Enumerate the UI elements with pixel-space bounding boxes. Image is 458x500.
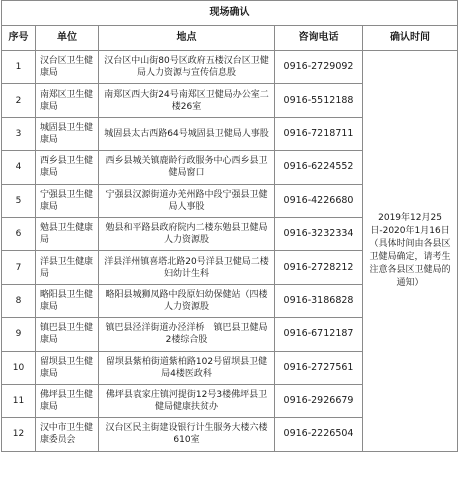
- header-phone: 咨询电话: [275, 26, 363, 51]
- row-no: 6: [2, 217, 36, 250]
- row-location: 勉县和平路县政府院内二楼东勉县卫健局人力资源股: [99, 217, 275, 250]
- row-unit: 西乡县卫生健康局: [36, 151, 99, 184]
- row-unit: 城固县卫生健康局: [36, 117, 99, 150]
- row-unit: 略阳县卫生健康局: [36, 284, 99, 317]
- row-location: 镇巴县泾洋街道办泾洋桥 镇巴县卫健局2楼综合股: [99, 318, 275, 351]
- row-location: 南郑区西大街24号南郑区卫健局办公室二楼26室: [99, 84, 275, 117]
- row-unit: 镇巴县卫生健康局: [36, 318, 99, 351]
- row-location: 留坝县紫柏街道紫柏路102号留坝县卫健局4楼医政科: [99, 351, 275, 384]
- row-location: 汉台区民主街建设银行计生服务大楼六楼610室: [99, 418, 275, 451]
- row-unit: 佛坪县卫生健康局: [36, 384, 99, 417]
- confirmation-table-container: [1, 0, 457, 452]
- row-location: 佛坪县袁家庄镇河提街12号3楼佛坪县卫健局健康扶贫办: [99, 384, 275, 417]
- row-unit: 汉中市卫生健康委员会: [36, 418, 99, 451]
- row-unit: 勉县卫生健康局: [36, 217, 99, 250]
- row-phone: 0916-4226680: [275, 184, 363, 217]
- row-unit: 留坝县卫生健康局: [36, 351, 99, 384]
- row-unit: 南郑区卫生健康局: [36, 84, 99, 117]
- row-no: 4: [2, 151, 36, 184]
- header-unit: 单位: [36, 26, 99, 51]
- table-title: 现场确认: [2, 1, 458, 26]
- confirmation-table: [1, 0, 458, 452]
- row-no: 12: [2, 418, 36, 451]
- confirm-time-cell: 2019年12月25日-2020年1月16日（具体时间由各县区卫健局确定，请考生注意各县区卫健局的通知）: [363, 51, 458, 452]
- row-phone: 0916-5512188: [275, 84, 363, 117]
- row-no: 10: [2, 351, 36, 384]
- header-location: 地点: [99, 26, 275, 51]
- row-location: 汉台区中山街80号区政府五楼汉台区卫健局人力资源与宣传信息股: [99, 51, 275, 84]
- row-no: 11: [2, 384, 36, 417]
- row-phone: 0916-2727561: [275, 351, 363, 384]
- row-phone: 0916-2729092: [275, 51, 363, 84]
- row-no: 3: [2, 117, 36, 150]
- row-no: 8: [2, 284, 36, 317]
- row-phone: 0916-3232334: [275, 217, 363, 250]
- row-phone: 0916-2226504: [275, 418, 363, 451]
- row-phone: 0916-6712187: [275, 318, 363, 351]
- row-phone: 0916-7218711: [275, 117, 363, 150]
- row-phone: 0916-6224552: [275, 151, 363, 184]
- row-location: 洋县洋州镇喜塔北路20号洋县卫健局二楼妇幼计生科: [99, 251, 275, 284]
- row-no: 9: [2, 318, 36, 351]
- row-unit: 洋县卫生健康局: [36, 251, 99, 284]
- row-location: 略阳县城狮凤路中段原妇幼保健站（四楼人力资源股: [99, 284, 275, 317]
- row-phone: 0916-2926679: [275, 384, 363, 417]
- row-no: 7: [2, 251, 36, 284]
- row-phone: 0916-3186828: [275, 284, 363, 317]
- header-time: 确认时间: [363, 26, 458, 51]
- row-no: 1: [2, 51, 36, 84]
- row-location: 宁强县汉源街道办羌州路中段宁强县卫健局人事股: [99, 184, 275, 217]
- row-no: 2: [2, 84, 36, 117]
- row-unit: 汉台区卫生健康局: [36, 51, 99, 84]
- row-no: 5: [2, 184, 36, 217]
- row-location: 城固县太古西路64号城固县卫健局人事股: [99, 117, 275, 150]
- row-unit: 宁强县卫生健康局: [36, 184, 99, 217]
- row-location: 西乡县城关镇鹿龄行政服务中心西乡县卫健局窗口: [99, 151, 275, 184]
- table-row: [2, 51, 458, 84]
- header-no: 序号: [2, 26, 36, 51]
- row-phone: 0916-2728212: [275, 251, 363, 284]
